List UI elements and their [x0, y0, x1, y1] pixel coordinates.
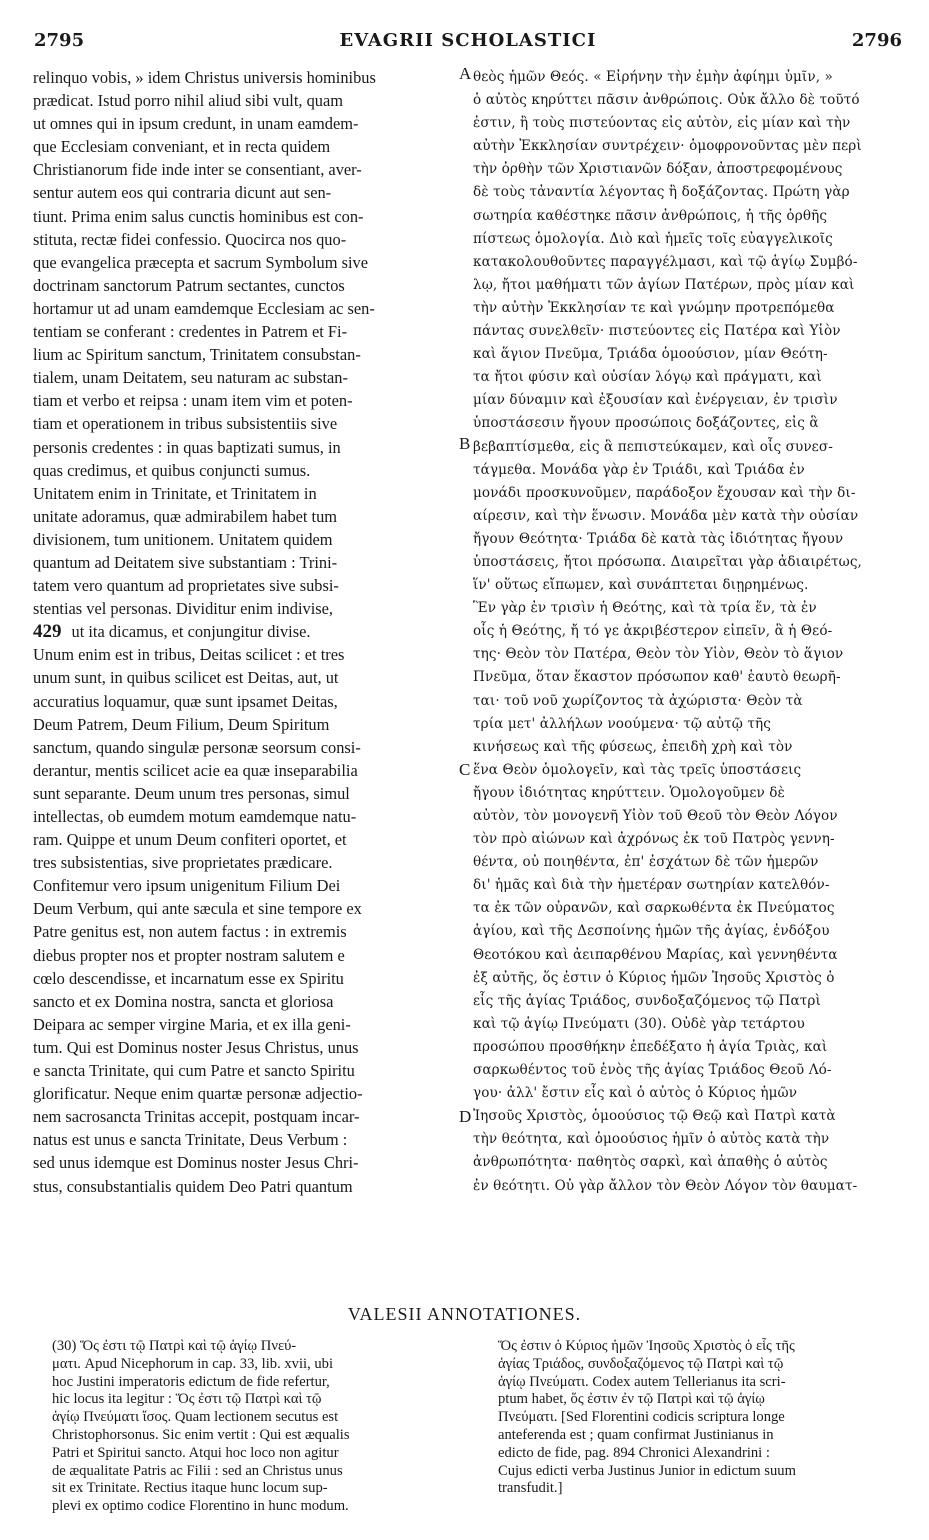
greek-text-line: τα ἤτοι φύσιν καὶ οὐσίαν λόγῳ καὶ πράγματι, καὶ — [473, 369, 822, 386]
latin-text-line: sunt separante. Deum unum tres personas, simul — [33, 783, 350, 803]
greek-text-line: καὶ ἅγιον Πνεῦμα, Τριάδα ὁμοούσιον, μίαν Θεότη- — [473, 346, 828, 363]
annotation-line: transfudit.] — [498, 1480, 563, 1497]
latin-text-line: tiunt. Prima enim salus cunctis hominibus est con- — [33, 206, 364, 226]
greek-text-line: λῳ, ἤτοι μαθήματι τῶν ἁγίων Πατέρων, πρὸς μίαν καὶ — [473, 276, 855, 293]
annotation-line: (30) Ὅς ἐστι τῷ Πατρὶ καὶ τῷ ἁγίῳ Πνεύ- — [52, 1338, 297, 1354]
greek-text-line: ἕνα Θεὸν ὁμολογεῖν, καὶ τὰς τρεῖς ὑποστάσεις — [473, 761, 802, 778]
annotation-line: Cujus edicti verba Justinus Junior in edictum suum — [498, 1462, 796, 1479]
latin-text-line: personis credentes : in quas baptizati sumus, in — [33, 437, 341, 457]
latin-text-line: tentiam se conferant : credentes in Patrem et Fi- — [33, 322, 348, 342]
latin-text-line: que Ecclesiam conveniant, et in recta quidem — [33, 137, 331, 157]
greek-text-line: κατακολουθοῦντες παραγγέλμασι, καὶ τῷ ἁγίῳ Συμβό- — [473, 253, 858, 270]
latin-text-line: tum. Qui est Dominus noster Jesus Christus, unus — [33, 1037, 359, 1057]
greek-text-line: οἷς ἡ Θεότης, ἤ τό γε ἀκριβέστερον εἰπεῖν, ἃ ἡ Θεό- — [473, 623, 833, 640]
greek-text-line: γου· ἀλλ' ἔστιν εἷς καὶ ὁ αὐτὸς ὁ Κύριος ἡμῶν — [473, 1085, 798, 1102]
latin-text-line: quas credimus, et quibus conjuncti sumus. — [33, 460, 311, 480]
latin-text-line: tiam et operationem in tribus subsistentiis sive — [33, 414, 338, 434]
latin-text-line: derantur, mentis scilicet acie ea quæ inseparabilia — [33, 760, 358, 780]
greek-text-line: τὴν ὀρθὴν τῶν Χριστιανῶν δόξαν, ἀποστρεφομένους — [473, 161, 843, 178]
latin-text-line: tiam et verbo et reipsa : unam item vim et poten- — [33, 391, 353, 411]
greek-text-line: ὑποστάσεσιν ἤγουν προσώποις δοξάζοντες, εἰς ἃ — [473, 415, 819, 432]
greek-text-line: τὴν θεότητα, καὶ ὁμοούσιος ἡμῖν ὁ αὐτὸς κατὰ τὴν — [473, 1131, 830, 1148]
latin-text-line: stituta, rectæ fidei confessio. Quocirca nos quo- — [33, 229, 347, 249]
greek-text-line: ὑποστάσεις, ἤτοι πρόσωπα. Διαιρεῖται γὰρ ἀδιαιρέτως, — [473, 553, 862, 570]
latin-text-line: Deum Verbum, qui ante sæcula et sine tempore ex — [33, 899, 362, 919]
annotation-line: Christophorsonus. Sic enim vertit : Qui est æqualis — [52, 1426, 350, 1443]
annotation-line: plevi ex optimo codice Florentino in hunc modum. — [52, 1498, 349, 1515]
annotation-line: hic locus ita legitur : Ὅς ἐστι τῷ Πατρὶ καὶ τῷ — [52, 1391, 322, 1408]
latin-text-line: sed unus idemque est Dominus noster Jesus Chri- — [33, 1153, 359, 1173]
latin-text-line: intellectas, ob eumdem motum eamdemque natu- — [33, 807, 357, 826]
annotations-left-column — [52, 1338, 457, 1516]
greek-text-line: τὸν πρὸ αἰώνων καὶ ἀχρόνως ἐκ τοῦ Πατρὸς γεννη- — [473, 831, 835, 848]
annotation-line: ptum habet, ὅς ἐστιν ἐν τῷ Πατρὶ καὶ τῷ ἁγίῳ — [498, 1391, 765, 1408]
text-line-rest: ut ita dicamus, et conjungitur divise. — [71, 622, 311, 642]
greek-text-line: κινήσεως καὶ τῆς φύσεως, ἐπειδὴ χρὴ καὶ τὸν — [473, 738, 793, 755]
latin-text-line: doctrinam sanctorum Patrum sectantes, cunctos — [33, 275, 345, 295]
greek-text-line: τάγμεθα. Μονάδα γὰρ ἐν Τριάδι, καὶ Τριάδα ἐν — [473, 461, 805, 478]
latin-text-line: unum sunt, in quibus scilicet est Deitas, aut, ut — [33, 668, 339, 688]
page-number-left: 2795 — [34, 30, 85, 51]
annotation-line: sit ex Trinitate. Rectius itaque hunc locum sup- — [52, 1480, 328, 1497]
latin-text-line: Unum enim est in tribus, Deitas scilicet : et tres — [33, 645, 345, 665]
greek-text-line: ται· τοῦ νοῦ χωρίζοντος τὰ ἀχώριστα· Θεὸν τὰ — [473, 692, 803, 709]
greek-text-line: τα ἐκ τῶν οὐρανῶν, καὶ σαρκωθέντα ἐκ Πνεύματος — [473, 900, 835, 917]
greek-text-line: της· Θεὸν τὸν Πατέρα, Θεὸν τὸν Υἱὸν, Θεὸν τὸ ἅγιον — [473, 646, 844, 663]
annotation-line: de æqualitate Patris ac Filii : sed an Christus unus — [52, 1462, 343, 1479]
latin-text-line: hortamur ut ad unam eamdemque Ecclesiam ac sen- — [33, 298, 375, 318]
latin-text-line: tialem, unam Deitatem, seu naturam ac substan- — [33, 368, 348, 388]
greek-text-line: ἀνθρωπότητα· παθητὸς σαρκὶ, καὶ ἀπαθὴς ὁ αὐτὸς — [473, 1154, 828, 1171]
annotations-right-column — [498, 1338, 903, 1498]
greek-text-line: σωτηρία καθέστηκε πᾶσιν ἀνθρώποις, ἡ τῆς ὀρθῆς — [473, 207, 828, 224]
annotation-line: ἁγίῳ Πνεύματι ἴσος. Quam lectionem secutus est — [52, 1409, 339, 1426]
latin-text-line: sancto et ex Domina nostra, sancta et gloriosa — [33, 991, 334, 1011]
latin-text-line: ram. Quippe et unum Deum confiteri oportet, et — [33, 830, 347, 850]
greek-text-line: τρία μετ' ἀλλήλων νοούμενα· τῷ αὐτῷ τῆς — [473, 715, 771, 732]
latin-text-line — [33, 620, 457, 643]
annotation-line: hoc Justini imperatoris edictum de fide refertur, — [52, 1373, 330, 1390]
annotation-line: Patri et Spiritui sancto. Atqui hoc loco non agitur — [52, 1444, 339, 1461]
greek-text-line: δι' ἡμᾶς καὶ διὰ τὴν ἡμετέραν σωτηρίαν κατελθόν- — [473, 877, 830, 894]
latin-text-line: stus, consubstantialis quidem Deo Patri quantum — [33, 1176, 353, 1196]
latin-text-line: nem sacrosancta Trinitas accepit, postquam incar- — [33, 1107, 360, 1127]
section-marker-c: C — [459, 760, 471, 779]
latin-text-line: glorificatur. Neque enim quartæ personæ adjectio- — [33, 1084, 363, 1104]
latin-text-line: prædicat. Istud porro nihil aliud sibi vult, quam — [33, 91, 344, 111]
annotation-line: Ὅς ἐστιν ὁ Κύριος ἡμῶν Ἰησοῦς Χριστὸς ὁ εἷς τῆς — [498, 1338, 795, 1354]
latin-column — [33, 66, 457, 1198]
greek-text-line: καὶ τῷ ἁγίῳ Πνεύματι (30). Οὐδὲ γὰρ τετάρτου — [473, 1015, 805, 1032]
latin-text-line: Unitatem enim in Trinitate, et Trinitatem in — [33, 483, 317, 503]
annotations-title: VALESII ANNOTATIONES. — [347, 1304, 582, 1324]
greek-text-line: Ἰησοῦς Χριστὸς, ὁμοούσιος τῷ Θεῷ καὶ Πατρὶ κατὰ — [473, 1108, 836, 1125]
latin-text-line: quantum ad Deitatem sive substantiam : Trini- — [33, 552, 338, 572]
greek-text-line: Ἓν γὰρ ἐν τρισὶν ἡ Θεότης, καὶ τὰ τρία ἕν, τὰ ἐν — [473, 600, 817, 617]
greek-text-line: ἤγουν Θεότητα· Τριάδα δὲ κατὰ τὰς ἰδιότητας ἤγουν — [473, 530, 844, 547]
section-marker-b: B — [459, 434, 471, 453]
latin-text-line: lium ac Spiritum sanctum, Trinitatem consubstan- — [33, 345, 361, 365]
latin-text-line: natus est unus e sancta Trinitate, Deus Verbum : — [33, 1130, 348, 1150]
latin-text-line: sanctum, quando singulæ personæ seorsum consi- — [33, 737, 361, 757]
greek-text-line: ἐστιν, ἢ τοὺς πιστεύοντας εἰς αὐτὸν, εἰς μίαν καὶ τὴν — [473, 115, 851, 132]
greek-text-line: ἵν' οὕτως εἴπωμεν, καὶ συνάπτεται διῃρημένως. — [473, 577, 809, 594]
latin-text-line: tatem vero quantum ad proprietates sive subsi- — [33, 576, 339, 596]
greek-text-line: μονάδι προσκυνοῦμεν, παράδοξον ἔχουσαν καὶ τὴν δι- — [473, 484, 856, 501]
greek-text-line: θεὸς ἡμῶν Θεός. « Εἰρήνην τὴν ἐμὴν ἀφίημι ὑμῖν, » — [473, 69, 833, 85]
latin-text-line: relinquo vobis, » idem Christus universis hominibus — [33, 68, 376, 87]
greek-text-line: βεβαπτίσμεθα, εἰς ἃ πεπιστεύκαμεν, καὶ οἷς συνεσ- — [473, 438, 833, 455]
latin-text-line: Christianorum fide inde inter se consentiant, aver- — [33, 160, 362, 180]
greek-text-line: εἷς τῆς ἁγίας Τριάδος, συνδοξαζόμενος τῷ Πατρὶ — [473, 992, 821, 1009]
greek-text-line: αίρεσιν, καὶ τὴν ἕνωσιν. Μονάδα μὲν κατὰ τὴν οὐσίαν — [473, 507, 859, 524]
greek-column — [473, 66, 903, 1198]
page-number-right: 2796 — [851, 30, 902, 51]
latin-text-line: Deipara ac semper virgine Maria, et ex illa geni- — [33, 1014, 351, 1034]
greek-text-line: δὲ τοὺς τἀναντία λέγοντας ἢ δοξάζοντας. Πρώτη γὰρ — [473, 184, 850, 201]
column-number: 429 — [33, 621, 62, 643]
annotation-line: Πνεύματι. [Sed Florentini codicis scriptura longe — [498, 1409, 785, 1426]
latin-text-line: ut omnes qui in ipsum credunt, in unam eamdem- — [33, 114, 359, 134]
greek-text-line: πάντας συνελθεῖν· πιστεύοντες εἰς Πατέρα καὶ Υἱὸν — [473, 323, 841, 340]
latin-text-line: sentur autem eos qui contraria dicunt aut sen- — [33, 183, 332, 203]
annotation-line: ἁγίῳ Πνεύματι. Codex autem Tellerianus ita scri- — [498, 1373, 786, 1390]
greek-text-line: ἐξ αὐτῆς, ὅς ἐστιν ὁ Κύριος ἡμῶν Ἰησοῦς Χριστὸς ὁ — [473, 969, 835, 986]
annotation-line: ματι. Apud Nicephorum in cap. 33, lib. xvii, ubi — [52, 1355, 334, 1372]
latin-text-line: que evangelica præcepta et sacrum Symbolum sive — [33, 252, 368, 272]
annotation-line: ἁγίας Τριάδος, συνδοξαζόμενος τῷ Πατρὶ καὶ τῷ — [498, 1355, 784, 1372]
latin-text-line: stentias vel personas. Dividitur enim indivise, — [33, 599, 333, 619]
latin-text-line: e sancta Trinitate, qui cum Patre et sancto Spiritu — [33, 1061, 355, 1081]
latin-text-line: unitate adoramus, quæ admirabilem habet tum — [33, 506, 338, 526]
greek-text-line: Θεοτόκου καὶ ἀειπαρθένου Μαρίας, καὶ γεννηθέντα — [473, 946, 838, 963]
greek-text-line: τὴν αὐτὴν Ἐκκλησίαν τε καὶ γνώμην προτρεπόμεθα — [473, 299, 835, 316]
greek-text-line: ἁγίου, καὶ τῆς Δεσποίνης ἡμῶν τῆς ἁγίας, ἐνδόξου — [473, 923, 830, 940]
greek-text-line: πίστεως ὁμολογία. Διὸ καὶ ἡμεῖς τοῖς εὐαγγελικοῖς — [473, 230, 833, 247]
greek-text-line: ὁ αὐτὸς κηρύττει πᾶσιν ἀνθρώποις. Οὐκ ἄλλο δὲ τοῦτό — [473, 92, 860, 109]
running-title: EVAGRII SCHOLASTICI — [339, 30, 597, 51]
section-marker-d: D — [459, 1107, 472, 1126]
latin-text-line: divisionem, tum unitionem. Unitatem quidem — [33, 529, 333, 549]
annotation-line: edicto de fide, pag. 894 Chronici Alexandrini : — [498, 1444, 770, 1461]
greek-text-line: ἤγουν ἰδιότητας κηρύττειν. Ὁμολογοῦμεν δὲ — [473, 784, 785, 801]
annotation-line: anteferenda est ; quam confirmat Justinianus in — [498, 1426, 774, 1443]
greek-text-line: σαρκωθέντος τοῦ ἑνὸς τῆς ἁγίας Τριάδος Θεοῦ Λό- — [473, 1062, 832, 1079]
latin-text-line: Confitemur vero ipsum unigenitum Filium Dei — [33, 876, 341, 896]
greek-text-line: προσώπου προσθήκην ἐπεδέξατο ἡ ἁγία Τριὰς, καὶ — [473, 1038, 828, 1055]
greek-text-line: θέντα, οὐ ποιηθέντα, ἐπ' ἐσχάτων δὲ τῶν ἡμερῶν — [473, 854, 819, 871]
latin-text-line: Deum Patrem, Deum Filium, Deum Spiritum — [33, 714, 330, 734]
greek-text-line: μίαν δύναμιν καὶ ἐξουσίαν καὶ ἐνέργειαν, ἐν τρισὶν — [473, 392, 838, 409]
greek-text-line: ἐν θεότητι. Οὐ γὰρ ἄλλον τὸν Θεὸν Λόγον τὸν θαυματ- — [473, 1177, 858, 1194]
section-marker-a: A — [459, 64, 472, 83]
greek-text-line: αὐτὸν, τὸν μονογενῆ Υἱὸν τοῦ Θεοῦ τὸν Θεὸν Λόγον — [473, 808, 838, 824]
greek-text-line: Πνεῦμα, ὅταν ἕκαστον πρόσωπον καθ' ἑαυτὸ θεωρῆ- — [473, 669, 841, 686]
latin-text-line: tres subsistentias, sive proprietates prædicare. — [33, 853, 333, 873]
latin-text-line: diebus propter nos et propter nostram salutem e — [33, 945, 345, 965]
latin-text-line: accuratius loquamur, quæ sunt ipsamet Deitas, — [33, 691, 338, 711]
latin-text-line: cœlo descendisse, et incarnatum esse ex Spiritu — [33, 968, 344, 988]
greek-text-line: αὐτὴν Ἐκκλησίαν συντρέχειν· ὁμοφρονοῦντας μὲν περὶ — [473, 138, 862, 155]
page-header — [34, 30, 902, 54]
latin-text-line: Patre genitus est, non autem factus : in extremis — [33, 922, 347, 942]
